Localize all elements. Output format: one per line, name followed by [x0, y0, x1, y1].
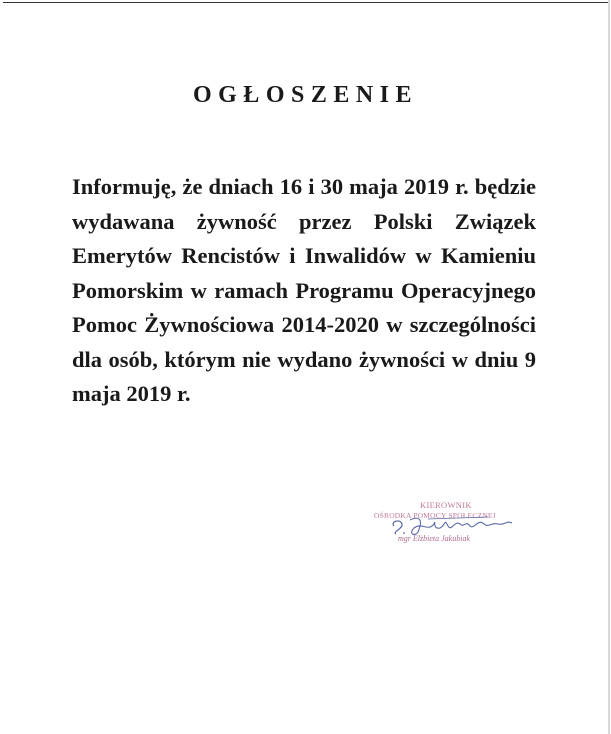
official-stamp — [370, 496, 530, 548]
stamp-institution: OŚRODKA POMOCY SPOŁECZNEJ — [374, 511, 496, 520]
announcement-body: Informuję, że dniach 16 i 30 maja 2019 r. będzie wydawana żywność przez Polski Związek Emerytów Rencistów i Inwalidów w Kamieniu Pomorskim w ramach Programu Operacyjnego Pomoc Żywnościowa 2014-2020 w szczególności dla osób, którym nie wydano żywności w dniu 9 maja 2019 r. — [72, 174, 536, 406]
stamp-signatory-name: mgr Elżbieta Jakubiak — [398, 534, 470, 543]
scan-right-edge — [608, 0, 610, 734]
stamp-title: KIEROWNIK — [420, 500, 472, 510]
top-border-line — [3, 2, 609, 3]
document-title: OGŁOSZENIE — [192, 82, 419, 108]
